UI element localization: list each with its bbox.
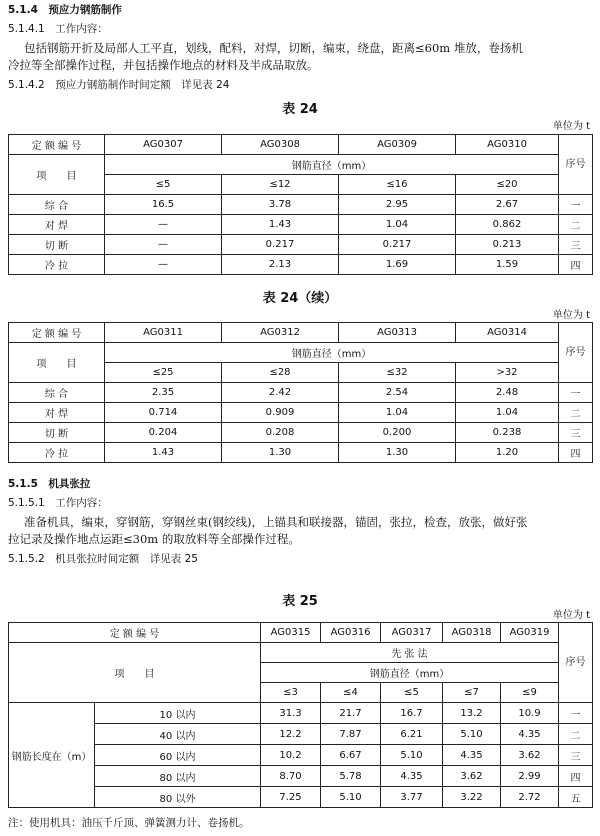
seq-cell: 三: [559, 235, 593, 255]
code-cell: AG0312: [222, 323, 339, 343]
value-cell: 3.22: [443, 787, 501, 808]
seq-cell: 二: [559, 724, 593, 745]
value-cell: 1.43: [105, 443, 222, 463]
seq-header: 序号: [559, 623, 593, 703]
subsection-heading-5-1-5-2: 5.1.5.2 机具张拉时间定额 详见表 25: [8, 553, 198, 565]
seq-cell: 四: [559, 255, 593, 275]
value-cell: 6.21: [381, 724, 443, 745]
row-label: 60 以内: [95, 745, 261, 766]
value-cell: 1.69: [339, 255, 456, 275]
value-cell: —: [105, 215, 222, 235]
section-heading-5-1-5: 5.1.5 机具张拉: [8, 478, 91, 490]
value-cell: 0.204: [105, 423, 222, 443]
value-cell: 5.10: [443, 724, 501, 745]
value-cell: 1.04: [456, 403, 559, 423]
value-cell: 2.99: [501, 766, 559, 787]
row-label: 切 断: [9, 423, 105, 443]
value-cell: 0.862: [456, 215, 559, 235]
table-row: [9, 787, 593, 808]
diameter-cell: ≤32: [339, 363, 456, 383]
diameter-cell: >32: [456, 363, 559, 383]
value-cell: 2.67: [456, 195, 559, 215]
seq-cell: 二: [559, 403, 593, 423]
table-row: [9, 745, 593, 766]
label-item: 项 目: [9, 343, 105, 383]
label-code: 定 额 编 号: [9, 323, 105, 343]
method-header: 先 张 法: [261, 643, 559, 663]
value-cell: 2.54: [339, 383, 456, 403]
table-row: [9, 724, 593, 745]
code-cell: AG0318: [443, 623, 501, 643]
value-cell: 2.72: [501, 787, 559, 808]
value-cell: 3.78: [222, 195, 339, 215]
value-cell: 5.10: [381, 745, 443, 766]
seq-cell: 一: [559, 383, 593, 403]
diameter-cell: ≤25: [105, 363, 222, 383]
table-row: [9, 403, 593, 423]
label-item: 项 目: [9, 155, 105, 195]
value-cell: 3.62: [501, 745, 559, 766]
value-cell: 12.2: [261, 724, 321, 745]
value-cell: 2.42: [222, 383, 339, 403]
paragraph-line-2: 冷拉等全部操作过程，并包括操作地点的材料及半成品取放。: [8, 58, 319, 72]
value-cell: 1.04: [339, 403, 456, 423]
seq-cell: 三: [559, 423, 593, 443]
value-cell: 0.213: [456, 235, 559, 255]
row-label: 对 焊: [9, 215, 105, 235]
code-cell: AG0315: [261, 623, 321, 643]
table-header-row: [9, 323, 593, 343]
table-row: [9, 195, 593, 215]
value-cell: 10.9: [501, 703, 559, 724]
row-label: 冷 拉: [9, 255, 105, 275]
value-cell: 16.7: [381, 703, 443, 724]
paragraph-line-1: 包括钢筋开折及局部人工平直，划线，配料，对焊，切断，编束，绕盘，距离≤60m 堆放，卷扬机: [24, 41, 523, 55]
value-cell: 0.200: [339, 423, 456, 443]
code-cell: AG0316: [321, 623, 381, 643]
table-header-row: [9, 623, 593, 643]
table-row: [9, 703, 593, 724]
paragraph-line-2: 拉记录及操作地点运距≤30m 的取放料等全部操作过程。: [8, 532, 300, 546]
subsection-heading-5-1-4-1: 5.1.4.1 工作内容：: [8, 23, 108, 35]
code-cell: AG0309: [339, 135, 456, 155]
value-cell: 3.62: [443, 766, 501, 787]
value-cell: 8.70: [261, 766, 321, 787]
table-25: [8, 622, 593, 808]
seq-cell: 一: [559, 703, 593, 724]
diameter-cell: ≤5: [105, 175, 222, 195]
section-heading-5-1-4: 5.1.4 预应力钢筋制作: [8, 4, 122, 16]
value-cell: 3.77: [381, 787, 443, 808]
value-cell: 10.2: [261, 745, 321, 766]
row-label: 对 焊: [9, 403, 105, 423]
value-cell: 21.7: [321, 703, 381, 724]
table-note: 注：使用机具：油压千斤顶、弹簧测力计、卷扬机。: [8, 817, 250, 829]
value-cell: 7.87: [321, 724, 381, 745]
diameter-cell: ≤7: [443, 683, 501, 703]
table-row: [9, 383, 593, 403]
value-cell: 4.35: [501, 724, 559, 745]
table-row: [9, 215, 593, 235]
label-code: 定 额 编 号: [9, 135, 105, 155]
value-cell: 0.217: [339, 235, 456, 255]
row-group-label: 钢筋长度在（m）: [9, 703, 95, 808]
value-cell: 0.714: [105, 403, 222, 423]
table-24: [8, 134, 593, 275]
value-cell: 1.59: [456, 255, 559, 275]
diameter-cell: ≤16: [339, 175, 456, 195]
row-label: 40 以内: [95, 724, 261, 745]
row-label: 80 以外: [95, 787, 261, 808]
diameter-cell: ≤4: [321, 683, 381, 703]
diameter-cell: ≤3: [261, 683, 321, 703]
group-header: 钢筋直径（mm）: [261, 663, 559, 683]
row-label: 80 以内: [95, 766, 261, 787]
table-caption: 表 24: [282, 102, 318, 117]
value-cell: 0.238: [456, 423, 559, 443]
code-cell: AG0317: [381, 623, 443, 643]
value-cell: 5.78: [321, 766, 381, 787]
value-cell: 2.95: [339, 195, 456, 215]
diameter-cell: ≤12: [222, 175, 339, 195]
diameter-cell: ≤28: [222, 363, 339, 383]
table-row: [9, 255, 593, 275]
seq-header: 序号: [559, 135, 593, 195]
seq-cell: 五: [559, 787, 593, 808]
code-cell: AG0307: [105, 135, 222, 155]
seq-cell: 四: [559, 766, 593, 787]
code-cell: AG0311: [105, 323, 222, 343]
row-label: 冷 拉: [9, 443, 105, 463]
subsection-heading-5-1-4-2: 5.1.4.2 预应力钢筋制作时间定额 详见表 24: [8, 79, 230, 91]
unit-label: 单位为 t: [552, 610, 590, 621]
diameter-cell: ≤9: [501, 683, 559, 703]
diameter-cell: ≤5: [381, 683, 443, 703]
value-cell: 2.48: [456, 383, 559, 403]
row-label: 综 合: [9, 383, 105, 403]
seq-cell: 一: [559, 195, 593, 215]
table-header-row: [9, 135, 593, 155]
table-row: [9, 443, 593, 463]
value-cell: 1.30: [222, 443, 339, 463]
value-cell: 4.35: [381, 766, 443, 787]
value-cell: 5.10: [321, 787, 381, 808]
label-item: 项 目: [9, 643, 261, 703]
subsection-heading-5-1-5-1: 5.1.5.1 工作内容：: [8, 497, 108, 509]
row-label: 切 断: [9, 235, 105, 255]
value-cell: 1.30: [339, 443, 456, 463]
table-caption: 表 24（续）: [262, 291, 338, 306]
table-caption: 表 25: [282, 594, 318, 609]
value-cell: 13.2: [443, 703, 501, 724]
value-cell: —: [105, 235, 222, 255]
value-cell: —: [105, 255, 222, 275]
value-cell: 16.5: [105, 195, 222, 215]
seq-cell: 三: [559, 745, 593, 766]
unit-label: 单位为 t: [552, 121, 590, 132]
seq-cell: 二: [559, 215, 593, 235]
value-cell: 4.35: [443, 745, 501, 766]
seq-header: 序号: [559, 323, 593, 383]
code-cell: AG0308: [222, 135, 339, 155]
value-cell: 2.13: [222, 255, 339, 275]
row-label: 综 合: [9, 195, 105, 215]
code-cell: AG0313: [339, 323, 456, 343]
unit-label: 单位为 t: [552, 310, 590, 321]
row-label: 10 以内: [95, 703, 261, 724]
group-header: 钢筋直径（mm）: [105, 343, 559, 363]
paragraph-line-1: 准备机具，编束，穿钢筋，穿钢丝束(钢绞线)，上锚具和联接器，锚固，张拉，检查，放张，做好张: [24, 515, 528, 529]
seq-cell: 四: [559, 443, 593, 463]
value-cell: 0.208: [222, 423, 339, 443]
value-cell: 1.43: [222, 215, 339, 235]
code-cell: AG0319: [501, 623, 559, 643]
value-cell: 1.04: [339, 215, 456, 235]
table-24-continued: [8, 322, 593, 463]
diameter-cell: ≤20: [456, 175, 559, 195]
value-cell: 2.35: [105, 383, 222, 403]
code-cell: AG0310: [456, 135, 559, 155]
table-row: [9, 423, 593, 443]
value-cell: 0.217: [222, 235, 339, 255]
value-cell: 0.909: [222, 403, 339, 423]
group-header: 钢筋直径（mm）: [105, 155, 559, 175]
code-cell: AG0314: [456, 323, 559, 343]
table-row: [9, 766, 593, 787]
table-row: [9, 235, 593, 255]
value-cell: 1.20: [456, 443, 559, 463]
value-cell: 6.67: [321, 745, 381, 766]
value-cell: 31.3: [261, 703, 321, 724]
value-cell: 7.25: [261, 787, 321, 808]
label-code: 定 额 编 号: [9, 623, 261, 643]
